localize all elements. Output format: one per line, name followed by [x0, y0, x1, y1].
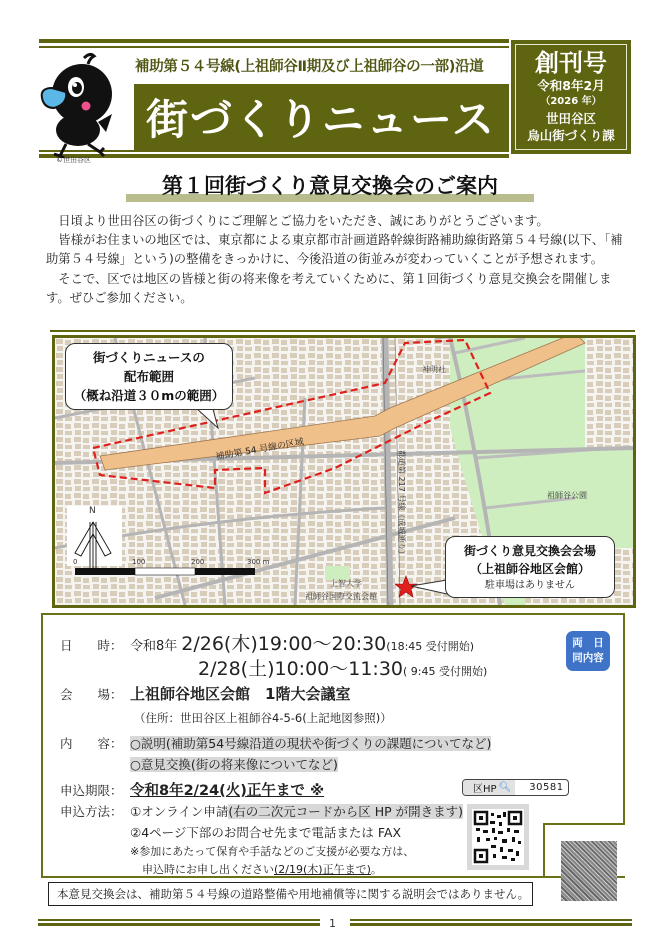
content-item-exchange: ○意見交換(街の将来像についてなど): [130, 757, 338, 772]
parking-note: 駐車場はありません: [485, 580, 575, 591]
route-area-label: 補助第 54 号線の区域: [215, 437, 305, 463]
scale-tick-0: 0: [73, 558, 78, 566]
issue-label: 創刊号: [535, 49, 607, 77]
venue-label: 会 場：: [60, 687, 123, 702]
scale-tick-100: 100: [132, 558, 146, 566]
newsletter-title: 街づくりニュース: [146, 95, 496, 144]
venue-callout-title: 街づくり意見交換会会場: [463, 544, 596, 558]
deadline-value: 令和8年2/24(火)正午まで ※: [130, 783, 325, 799]
support-note: ※参加にあたって保育や手話などのご支援が必要な方は、: [130, 845, 415, 858]
issue-date: 令和8年2月: [537, 78, 605, 93]
intro-paragraph: 皆様がお住まいの地区では、東京都による東京都市計画道路幹線街路補助線街路第５４号線(以下、「補助第５４号線」という)の整備をきっかけに、今後沿道の街並みが変わっていくことが予想されます。: [46, 233, 623, 267]
venue-row: [60, 683, 350, 704]
content-label: 内 容：: [60, 736, 123, 751]
park-label: 祖師谷公園: [547, 491, 587, 500]
era: 令和8年: [130, 639, 178, 654]
ward-hp-page-number: 30581: [529, 782, 564, 793]
method-label: 申込方法：: [60, 804, 123, 819]
university-hall-label: 祖師谷国際交流会館: [305, 592, 377, 601]
road-label: 都道第 217 号線（成城通り）: [397, 450, 406, 559]
section-divider: [50, 330, 635, 332]
footer-rule-right: [350, 923, 632, 926]
footer-rule-right: [350, 919, 632, 921]
scale-tick-300: 300 m: [247, 558, 270, 566]
day2-reception: ( 9:45 受付開始): [403, 665, 488, 678]
datetime-row-1: [60, 629, 474, 656]
issue-department: 烏山街づくり課: [527, 128, 615, 143]
content-item-explanation: ○説明(補助第54号線沿道の現状や街づくりの課題についてなど): [130, 736, 492, 751]
info-box-border: [543, 823, 625, 825]
footer-rule-left: [38, 919, 320, 921]
support-deadline: (2/19(木)正午まで): [274, 863, 371, 876]
venue-address: （住所：世田谷区上祖師谷4-5-6(上記地図参照)）: [134, 711, 392, 725]
info-box-border: [623, 613, 625, 824]
ward-hp-label: 区HP 🔍︎: [463, 780, 515, 795]
datetime-label: 日 時：: [60, 638, 123, 653]
north-label: N: [89, 506, 96, 516]
venue-callout-name: （上祖師谷地区会館）: [469, 562, 590, 576]
day2-datetime: 2/28(土)10:00～11:30: [198, 658, 404, 680]
day1-datetime: 2/26(木)19:00～20:30: [181, 633, 387, 655]
issue-ward: 世田谷区: [545, 111, 596, 126]
datetime-row-2: [198, 654, 487, 681]
scale-tick-200: 200: [191, 558, 205, 566]
info-box-border: [543, 823, 545, 878]
mascot-bird-illustration: [38, 52, 118, 158]
content-row: [60, 734, 491, 752]
issue-info-box: [511, 40, 631, 154]
qr-code-application[interactable]: [472, 809, 524, 865]
footer-rule-left: [38, 923, 320, 926]
day1-reception: (18:45 受付開始): [386, 640, 475, 653]
distribution-area-callout: 街づくりニュースの 配布範囲 （概ね沿道３０mの範囲）: [65, 343, 233, 410]
deadline-label: 申込期限：: [60, 783, 123, 798]
support-note-deadline: 申込時にお申し出ください(2/19(木)正午まで)。: [142, 863, 382, 876]
shrine-label: 神明社: [422, 365, 446, 374]
university-label: 上智大学: [330, 579, 362, 588]
ward-hp-search-box[interactable]: [462, 779, 569, 796]
method-phone-fax: ②4ページ下部のお問合せ先まで電話または FAX: [130, 825, 402, 840]
method-online-detail: (右の二次元コードから区 HP が開きます): [228, 804, 463, 819]
intro-paragraph: 日頃より世田谷区の街づくりにご理解とご協力をいただき、誠にありがとうございます。: [58, 214, 549, 228]
same-content-badge: 両 日 同内容: [566, 631, 610, 671]
method-online: ①オンライン申請: [130, 804, 229, 819]
newsletter-subtitle: 補助第５４号線(上祖師谷Ⅱ期及び上祖師谷の一部)沿道: [135, 59, 484, 75]
mascot-copyright: ©世田谷区: [56, 156, 91, 164]
intro-paragraph: そこで、区では地区の皆様と街の将来像を考えていくために、第１回街づくり意見交換会を開催します。ぜひご参加ください。: [46, 271, 612, 305]
issue-year: （2026 年）: [540, 96, 602, 107]
page-headline: 第１回街づくり意見交換会のご案内: [162, 174, 498, 198]
page-number: 1: [329, 917, 336, 930]
qr-code-noise-pattern: [561, 841, 617, 901]
method-row-1: [60, 802, 463, 820]
venue-name: 上祖師谷地区会館 1階大会議室: [130, 685, 351, 703]
newsletter-title-band: [134, 84, 509, 150]
venue-callout: [445, 536, 615, 598]
area-map: [52, 335, 636, 608]
intro-text: [46, 212, 626, 308]
disclaimer-notice: 本意見交換会は、補助第５４号線の道路整備や用地補償等に関する説明会ではありません。: [48, 882, 533, 906]
search-icon: 🔍︎: [498, 782, 512, 793]
deadline-row: [60, 779, 324, 800]
